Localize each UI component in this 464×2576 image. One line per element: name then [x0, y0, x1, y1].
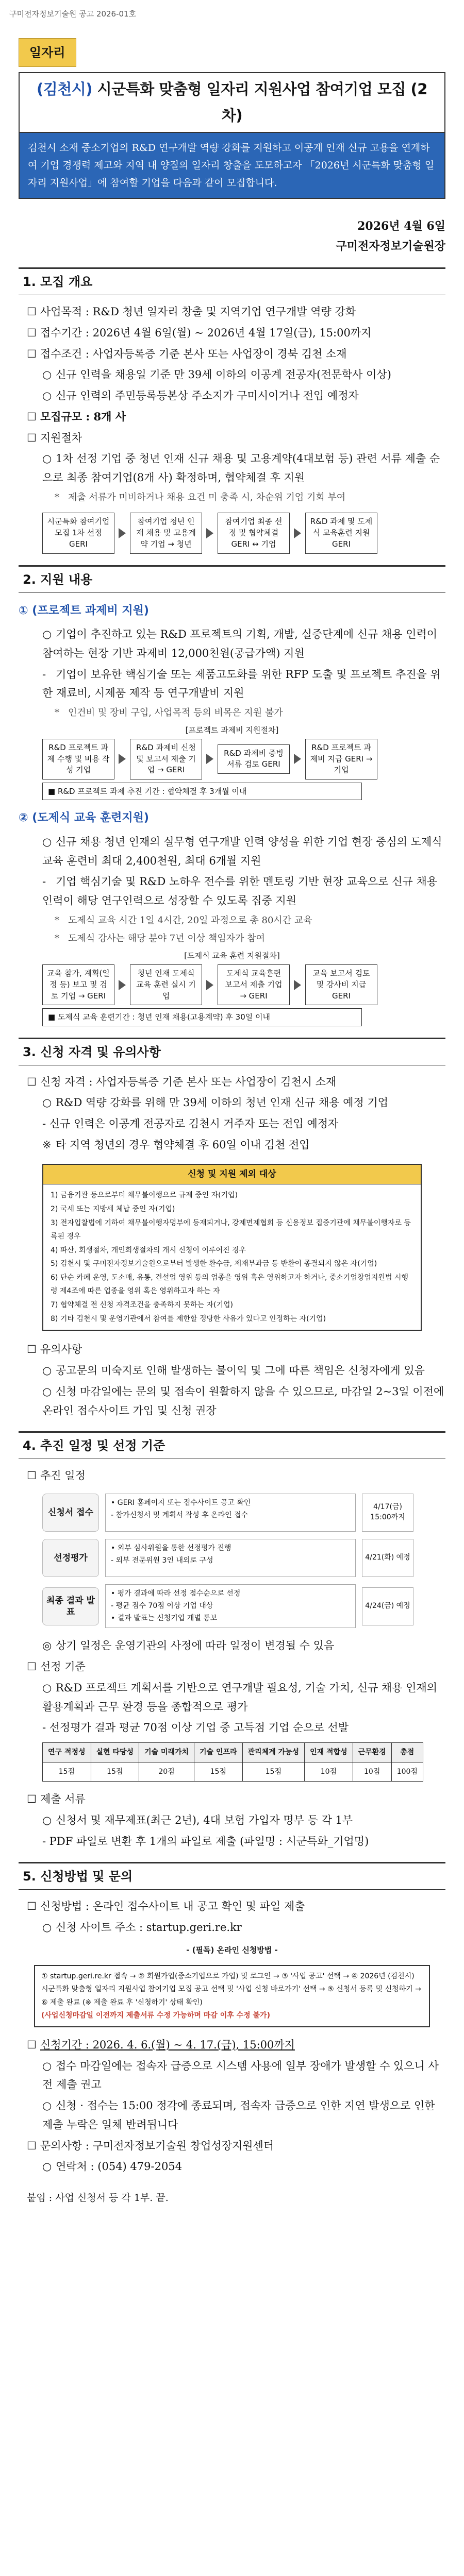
section-5-heading: 5. 신청방법 및 문의 — [19, 1862, 445, 1890]
section-1-heading: 1. 모집 개요 — [19, 267, 445, 295]
s3-notes-head: ☐ 유의사항 — [27, 1343, 82, 1356]
s3-note-1: ○ 공고문의 미숙지로 인해 발생하는 불이익 및 그에 따른 책임은 신청자에게 있음 — [42, 1364, 425, 1377]
exclusion-item: 1) 금융기관 등으로부터 채무불이행으로 규제 중인 자(기업) — [51, 1191, 238, 1200]
exclusion-item: 5) 김천시 및 구미전자정보기술원으로부터 발생한 환수금, 제재부과금 등 반환이 종결되지 않은 자(기업) — [51, 1260, 377, 1268]
score-cell: 15점 — [194, 1762, 243, 1782]
s2-p1-1: ○ 기업이 추진하고 있는 R&D 프로젝트의 기획, 개발, 실증단계에 신규 채용 인력이 참여하는 현장 기반 과제비 12,000천원(공급가액) 지원 — [42, 628, 438, 659]
s4-docs-1: ○ 신청서 및 재무제표(최근 2년), 4대 보험 가입자 명부 등 각 1부 — [42, 1814, 353, 1826]
flow-step: 교육 참가, 계획(일정 등) 보고 및 검토 기업 → GERI — [42, 964, 114, 1005]
s1-target-head: ☐ 접수조건 : 사업자등록증 기준 본사 또는 사업장이 경북 김천 소재 — [27, 347, 347, 360]
s2-sub-2: ② (도제식 교육 훈련지원) — [19, 811, 149, 825]
s2-flow1-note: ■ R&D 프로젝트 과제 추진 기간 : 협약체결 후 3개월 이내 — [42, 783, 362, 800]
s3-qual-head: ☐ 신청 자격 : 사업자등록증 기준 본사 또는 사업장이 김천시 소재 — [27, 1075, 337, 1088]
arrow-right-icon — [206, 980, 213, 990]
score-table — [42, 1742, 423, 1782]
notice-date: 2026년 4월 6일 — [357, 219, 445, 233]
schedule-desc: • GERI 홈페이지 또는 접수사이트 공고 확인 - 참가신청서 및 계획서 작성 후 온라인 접수 — [105, 1494, 356, 1532]
exclusion-item: 4) 파산, 회생절차, 개인회생절차의 개시 신청이 이루어진 경우 — [51, 1246, 246, 1255]
s2-p2-2: - 기업 핵심기술 및 R&D 노하우 전수를 위한 멘토링 기반 현장 교육으로 신규 채용 인력이 해당 연구인력으로 성장할 수 있도록 집중 지원 — [42, 875, 438, 907]
score-cell: 10점 — [353, 1762, 391, 1782]
s5-dl-1: ○ 접수 마감일에는 접속자 급증으로 시스템 사용에 일부 장애가 발생할 수 있으니 사전 제출 권고 — [42, 2059, 439, 2091]
schedule-flow — [42, 1494, 413, 1628]
s1-support-note: * 제출 서류가 미비하거나 채용 요건 미 충족 시, 차순위 기업 기회 부여 — [55, 492, 346, 503]
online-guide-box — [34, 1965, 430, 2027]
score-value-row — [43, 1762, 423, 1782]
exclusion-title: 신청 및 지원 제외 대상 — [43, 1165, 421, 1185]
arrow-right-icon — [294, 754, 301, 764]
s3-note-2: ○ 신청 마감일에는 문의 및 접속이 원활하지 않을 수 있으므로, 마감일 2~3일 이전에 온라인 접수사이트 가입 및 신청 권장 — [42, 1385, 444, 1417]
schedule-stage: 신청서 접수 — [42, 1494, 99, 1532]
flow-step: 참여기업 최종 선정 및 협약체결 GERI ↔ 기업 — [218, 513, 290, 553]
schedule-date: 4/17(금) 15:00까지 — [362, 1494, 413, 1532]
arrow-right-icon — [119, 980, 126, 990]
schedule-desc: • 외부 심사위원을 통한 선정평가 진행 - 외부 전문위원 3인 내외로 구성 — [105, 1539, 356, 1577]
schedule-stage: 최종 결과 발표 — [42, 1587, 99, 1625]
title-text: 시군특화 맞춤형 일자리 지원사업 참여기업 모집 (2차) — [92, 80, 427, 124]
s2-flow1-caption: [프로젝트 과제비 지원절차] — [185, 725, 279, 735]
s2-flow2-caption: [도제식 교육 훈련 지원절차] — [184, 951, 280, 960]
s1-target-2: ○ 신규 인력의 주민등록등본상 주소지가 구미시이거나 전입 예정자 — [42, 389, 359, 402]
s2-flow2 — [42, 964, 445, 1005]
s2-p2-note-2: * 도제식 강사는 해당 분야 7년 이상 책임자가 참여 — [55, 933, 265, 944]
score-col: 연구 적정성 — [43, 1743, 91, 1762]
schedule-desc: • 평가 결과에 따라 선정 점수순으로 선정 - 평균 점수 70점 이상 기업 대상 • 결과 발표는 신청기업 개별 통보 — [105, 1584, 356, 1628]
s3-qual-1: ○ R&D 역량 강화를 위해 만 39세 이하의 청년 인재 신규 채용 예정 기업 — [42, 1096, 389, 1109]
exclusion-box — [42, 1164, 422, 1331]
arrow-right-icon — [119, 754, 126, 764]
schedule-row — [42, 1584, 413, 1628]
s4-docs-2: - PDF 파일로 변환 후 1개의 파일로 제출 (파일명 : 시군특화_기업명) — [42, 1835, 369, 1848]
flow-step: 참여기업 청년 인재 채용 및 고용계약 기업 → 청년 — [130, 513, 202, 553]
schedule-stage: 선정평가 — [42, 1539, 99, 1577]
s1-period: ☐ 접수기간 : 2026년 4월 6일(월) ~ 2026년 4월 17일(금), 15:00까지 — [27, 326, 372, 339]
s4-sched-note: ◎ 상기 일정은 운영기관의 사정에 따라 일정이 변경될 수 있음 — [42, 1639, 335, 1652]
schedule-date: 4/24(금) 예정 — [362, 1587, 413, 1625]
s5-how: ☐ 신청방법 : 온라인 접수사이트 내 공고 확인 및 파일 제출 — [27, 1900, 305, 1913]
s5-contact: ☐ 문의사항 : 구미전자정보기술원 창업성장지원센터 — [27, 2139, 274, 2152]
notice-org: 구미전자정보기술원장 — [336, 239, 445, 253]
attachment-line: 붙임 : 사업 신청서 등 각 1부. 끝. — [27, 2192, 169, 2204]
s5-dl-2: ○ 신청 · 접수는 15:00 정각에 종료되며, 접속자 급증으로 인한 지연 발생으로 인한 제출 누락은 일체 반려됩니다 — [42, 2099, 435, 2131]
flow-step: 시군특화 참여기업 모집 1차 선정 GERI — [42, 513, 114, 553]
arrow-right-icon — [119, 528, 126, 538]
score-cell: 100점 — [391, 1762, 423, 1782]
schedule-date: 4/21(화) 예정 — [362, 1539, 413, 1577]
score-cell: 20점 — [139, 1762, 194, 1782]
arrow-right-icon — [294, 980, 301, 990]
exclusion-list — [43, 1184, 421, 1330]
section-2-heading: 2. 지원 내용 — [19, 565, 445, 593]
score-col: 근무환경 — [353, 1743, 391, 1762]
score-col: 인재 적합성 — [305, 1743, 353, 1762]
s1-support-head: ☐ 지원절차 — [27, 431, 82, 444]
s5-tel: ○ 연락처 : (054) 479-2054 — [42, 2160, 183, 2173]
arrow-right-icon — [206, 754, 213, 764]
page-title — [19, 72, 445, 133]
flow-step: R&D 과제 및 도제식 교육훈련 지원 GERI — [305, 513, 377, 553]
guide-caption: - (필독) 온라인 신청방법 - — [186, 1945, 278, 1955]
score-header-row — [43, 1743, 423, 1762]
flow-step: 청년 인재 도제식 교육 훈련 실시 기업 — [130, 964, 202, 1005]
exclusion-item: 8) 기타 김천시 및 운영기관에서 참여를 제한할 정당한 사유가 있다고 인정하는 자(기업) — [51, 1314, 326, 1323]
score-col: 기술 인프라 — [194, 1743, 243, 1762]
section-3-heading: 3. 신청 자격 및 유의사항 — [19, 1038, 445, 1065]
intro-paragraph: 김천시 소재 중소기업의 R&D 연구개발 역량 강화를 지원하고 이공계 인재 신규 고용을 연계하여 기업 경쟁력 제고와 지역 내 양질의 일자리 창출을 도모하고자 「2026년 시군특화 맞춤형 일자리 지원사업」에 참여할 기업을 다음과 같이 모집합니다. — [19, 133, 445, 199]
s2-flow1 — [42, 739, 445, 779]
s2-p1-note: * 인건비 및 장비 구입, 사업목적 등의 비목은 지원 불가 — [55, 707, 283, 719]
s5-site[interactable]: ○ 신청 사이트 주소 : startup.geri.re.kr — [42, 1921, 242, 1934]
score-col: 실현 타당성 — [91, 1743, 139, 1762]
score-col: 총점 — [391, 1743, 423, 1762]
score-cell: 10점 — [305, 1762, 353, 1782]
guide-steps: ① startup.geri.re.kr 접속 → ② 회원가입(중소기업으로 가입) 및 로그인 → ③ '사업 공고' 선택 → ④ 2026년 (김천시) 시군특화 맞춤형 일자리 지원사업 참여기업 모집 공고 선택 및 '사업 신청 바로가기' 선택 → ⑤ 신청서 등록 및 신청하기 → ⑥ 제출 완료 (※ 제출 완료 후 '신청하기' 상태 확인) — [41, 1972, 421, 2007]
s2-sub-1: ① (프로젝트 과제비 지원) — [19, 604, 149, 617]
s1-count: ☐ 모집규모 : 8개 사 — [27, 410, 126, 423]
score-col: 기술 미래가치 — [139, 1743, 194, 1762]
exclusion-item: 3) 전자입찰법에 기하여 채무불이행자명부에 등재되거나, 강제면제협회 등 신용정보 집중기관에 채무불이행자로 등록된 경우 — [51, 1218, 411, 1241]
arrow-right-icon — [294, 528, 301, 538]
score-cell: 15점 — [242, 1762, 305, 1782]
schedule-row — [42, 1539, 413, 1577]
exclusion-item: 6) 단순 카페 운영, 도소매, 유통, 건설업 영위 등의 업종을 영위 혹은 영위하고자 하거나, 중소기업창업지원법 시행령 제4조에 따른 업종을 영위 혹은 영위하고자 하는 자 — [51, 1273, 408, 1296]
s4-docs-head: ☐ 제출 서류 — [27, 1793, 86, 1806]
score-col: 관리체계 가능성 — [242, 1743, 305, 1762]
s1-target-1: ○ 신규 인력을 채용일 기준 만 39세 이하의 이공계 전공자(전문학사 이상) — [42, 368, 391, 381]
s2-p2-note-1: * 도제식 교육 시간 1일 4시간, 20일 과정으로 총 80시간 교육 — [55, 914, 312, 926]
arrow-right-icon — [206, 528, 213, 538]
s4-crit-head: ☐ 선정 기준 — [27, 1660, 86, 1673]
flow-step: 도제식 교육훈련 보고서 제출 기업 → GERI — [218, 964, 290, 1005]
score-cell: 15점 — [43, 1762, 91, 1782]
guide-note: (사업신청마감일 이전까지 제출서류 수정 가능하며 마감 이후 수정 불가) — [41, 2011, 270, 2020]
s2-p2-1: ○ 신규 채용 청년 인재의 실무형 연구개발 인력 양성을 위한 기업 현장 중심의 도제식 교육 훈련비 최대 2,400천원, 최대 6개월 지원 — [42, 835, 442, 867]
flow-step: R&D 프로젝트 과제 수행 및 비용 작성 기업 — [42, 739, 114, 779]
s3-qual-2: - 신규 인력은 이공계 전공자로 김천시 거주자 또는 전입 예정자 — [42, 1117, 339, 1130]
s5-deadline: ☐ 신청기간 : 2026. 4. 6.(월) ~ 4. 17.(금), 15:00까지 — [27, 2038, 295, 2051]
s4-crit-1: ○ R&D 프로젝트 계획서를 기반으로 연구개발 필요성, 기술 가치, 신규 채용 인재의 활용계획과 근무 환경 등을 종합적으로 평가 — [42, 1681, 438, 1713]
flow-step: R&D 과제비 신청 및 보고서 제출 기업 → GERI — [130, 739, 202, 779]
s1-support-body: ○ 1차 선정 기업 중 청년 인재 신규 채용 및 고용계약(4대보험 등) 관련 서류 제출 순으로 최종 참여기업(8개 사) 확정하며, 협약체결 후 지원 — [42, 452, 440, 484]
flow-step: R&D 과제비 증빙 서류 검토 GERI — [218, 744, 290, 774]
s2-p1-2: - 기업이 보유한 핵심기술 또는 제품고도화를 위한 RFP 도출 및 프로젝트 추진을 위한 재료비, 시제품 제작 등 연구개발비 지원 — [42, 668, 441, 700]
s4-crit-2: - 선정평가 결과 평균 70점 이상 기업 중 고득점 기업 순으로 선발 — [42, 1721, 349, 1734]
section-4-heading: 4. 추진 일정 및 선정 기준 — [19, 1431, 445, 1459]
score-cell: 15점 — [91, 1762, 139, 1782]
flow-step: R&D 프로젝트 과제비 지급 GERI → 기업 — [305, 739, 377, 779]
s1-flow — [42, 513, 445, 553]
category-tag: 일자리 — [19, 38, 76, 67]
exclusion-item: 2) 국세 또는 지방세 체납 중인 자(기업) — [51, 1205, 175, 1213]
notice-number: 구미전자정보기술원 공고 2026-01호 — [9, 9, 137, 19]
s3-qual-3: ※ 타 지역 청년의 경우 협약체결 후 60일 이내 김천 전입 — [42, 1138, 310, 1151]
flow-step: 교육 보고서 검토 및 강사비 지급 GERI — [305, 964, 377, 1005]
title-region: (김천시) — [37, 80, 93, 98]
s4-sched-head: ☐ 추진 일정 — [27, 1469, 86, 1482]
schedule-row — [42, 1494, 413, 1532]
exclusion-item: 7) 협약체결 전 신청 자격조건을 충족하지 못하는 자(기업) — [51, 1301, 233, 1310]
s2-flow2-note: ■ 도제식 교육 훈련기간 : 청년 인재 채용(고용계약) 후 30일 이내 — [42, 1008, 362, 1026]
s1-purpose: ☐ 사업목적 : R&D 청년 일자리 창출 및 지역기업 연구개발 역량 강화 — [27, 306, 356, 318]
